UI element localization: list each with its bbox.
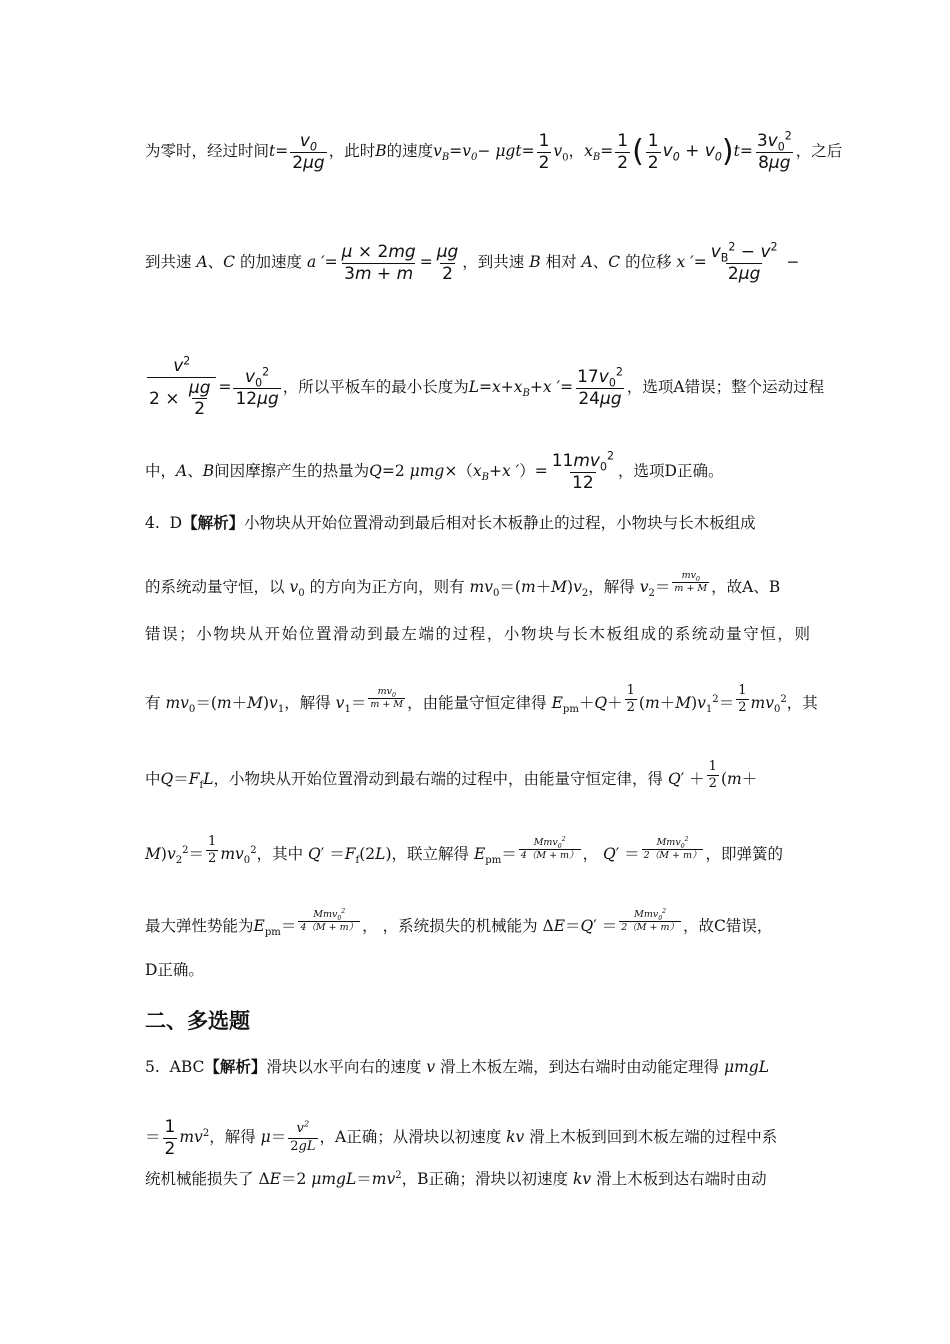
text: ，A正确；从滑块以初速度 xyxy=(319,1128,502,1147)
text: 中， xyxy=(145,462,177,481)
text: 的速度 xyxy=(386,142,434,161)
math: $x_B$ xyxy=(584,142,601,164)
math: x ′ xyxy=(676,253,694,272)
fraction: $\frac{1}{2}$ xyxy=(708,759,717,792)
math: A xyxy=(581,253,593,272)
fraction: $\frac{v^2}{2gL}$ xyxy=(290,1119,316,1154)
q5-line-3: 统机械能损失了 ΔE＝2 $\mu mgL=mv^2$，B正确；滑块以初速度 kv 滑上木板到达右端时由动 xyxy=(145,1169,767,1188)
fraction: $\frac{mv_0}{m + M}$ xyxy=(370,686,404,711)
text: 为零时，经过时间 xyxy=(145,142,270,161)
q4-line-4: 有 $mv_0=(m+M)v_1$，解得 $v_1=$ $\frac{mv_0}{m + M}$ ，由能量守恒定律得 $E_{pm}+Q+$ $\frac{1}{2}$ $(m+M)v_1^2=$ $\frac{1}{2}$ $mv_0^2$，其 xyxy=(145,683,818,716)
p1-line-2: 到共速 A、C 的加速度 a ′= $\frac{\mu \times 2mg}{3m + m}$ = $\frac{\mu g}{2}$ ，到共速 B 相对 A、C 的位移 x ′= $\frac{v_B^2 - v^2}{2\mu g}$ − xyxy=(145,240,800,284)
p1-line-1: 为零时，经过时间t= $\frac{v_0}{2\mu g}$ ，此时B的速度$v_B=v_0- \mu gt=$ $\frac{1}{2}$ $v_0$，$x_B=$ $\frac{1}{2}$ ( $\frac{1}{2}$ $v_0 + v_0)t=$ $\frac{3v_0^2}{8\mu g}$ ，之后 xyxy=(145,129,843,173)
text: ，由能量守恒定律得 xyxy=(407,694,547,712)
fraction: $\frac{\mu \times 2mg}{3m + m}$ xyxy=(341,242,416,284)
q4-line-5: 中$Q=F_fL$，小物块从开始位置滑动到最右端的过程中，由能量守恒定律，得 Q′ ＋ $\frac{1}{2}$ (m＋ xyxy=(145,759,758,792)
text: 错误；小物块从开始位置滑动到最左端的过程，小物块与长木板组成的系统动量守恒，则 xyxy=(145,625,810,643)
text: 的方向为正方向，则有 xyxy=(309,578,465,596)
fraction: $\frac{mv_0}{m + M}$ xyxy=(674,570,708,595)
math: A xyxy=(196,253,208,272)
text: D正确。 xyxy=(145,961,204,979)
math: $L=x+x_B+x$ ′ xyxy=(468,378,561,400)
text: ，即弹簧的 xyxy=(705,845,783,863)
text: 相对 xyxy=(545,253,577,272)
question-number: 5. xyxy=(145,1058,160,1076)
text: 的位移 xyxy=(625,253,672,272)
fraction: $\frac{Mmv_0^2}{2(M + m)}$ xyxy=(643,835,702,862)
text: ，选项D正确。 xyxy=(618,462,724,481)
fraction: $\frac{1}{2}$ xyxy=(738,683,747,716)
text: 滑上木板到回到木板左端的过程中系 xyxy=(529,1128,778,1147)
fraction: $\frac{1}{2}$ xyxy=(538,131,550,173)
math: B xyxy=(375,142,387,161)
math: Q xyxy=(369,462,382,481)
fraction: $\frac{1}{2}$ xyxy=(164,1117,176,1159)
math: B xyxy=(202,462,215,481)
fraction: $\frac{11mv_0^2}{12}$ xyxy=(551,449,615,493)
analysis-tag: 【解析】 xyxy=(182,513,245,532)
fraction: $\frac{\mu g}{2}$ xyxy=(436,242,459,284)
text: 最大弹性势能为 xyxy=(145,917,254,935)
q4-line-2: 的系统动量守恒，以 $v_0$ 的方向为正方向，则有 $mv_0=(m+M)v_2$，解得 $v_2=$ $\frac{mv_0}{m + M}$ ，故A、B xyxy=(145,570,781,600)
fraction: $\frac{1}{2}$ xyxy=(626,683,635,716)
fraction: $\frac{1}{2}$ xyxy=(208,834,217,867)
q5-line-2: ＝ $\frac{1}{2}$ $mv^2$，解得 μ＝ $\frac{v^2}{2gL}$ ，A正确；从滑块以初速度 kv 滑上木板到回到木板左端的过程中系 xyxy=(145,1117,778,1159)
math: $v_0 + v_0$ xyxy=(662,141,722,164)
text: 到共速 xyxy=(145,253,192,272)
q4-line-1 xyxy=(145,513,810,533)
math: B xyxy=(529,253,541,272)
q4-line-3 xyxy=(145,624,810,644)
fraction: $\frac{1}{2}$ xyxy=(647,131,659,173)
text: ，小物块从开始位置滑动到最右端的过程中，由能量守恒定律，得 xyxy=(213,770,664,788)
text: ，其 xyxy=(786,694,818,712)
text: 滑上木板到达右端时由动 xyxy=(596,1170,767,1188)
q4-line-6: $M)v_2^2=$ $\frac{1}{2}$ $mv_0^2$，其中 $Q' =F_f(2L)$，联立解得 $E_{pm}=$ $\frac{Mmv_0^2}{4(M + m)}$ ， Q′ ＝ $\frac{Mmv_0^2}{2(M + m)}$ ，即弹簧的 xyxy=(145,834,783,867)
math: $v_B=v_0- \mu gt$ xyxy=(433,142,522,164)
fraction: $\frac{v_0^2}{12\mu g}$ xyxy=(235,365,279,409)
text: 滑块以水平向右的速度 xyxy=(266,1058,422,1076)
q5-line-1: 5. ABC【解析】滑块以水平向右的速度 v 滑上木板左端，到达右端时由动能定理得 μmgL xyxy=(145,1057,770,1076)
text: ，B正确；滑块以初速度 xyxy=(401,1170,569,1188)
text: ，系统损失的机械能为 xyxy=(382,917,538,935)
fraction: $\frac{v_0}{2\mu g}$ xyxy=(292,131,325,173)
math: ( xyxy=(632,134,644,170)
math: C xyxy=(608,253,621,272)
fraction: $\frac{Mmv_0^2}{4(M + m)}$ xyxy=(520,835,579,862)
fraction: $v^2$ 2 × $\frac{\mu g}{2}$ xyxy=(147,357,216,419)
text: ，联立解得 xyxy=(391,845,470,863)
fraction: $\frac{v_B^2 - v^2}{2\mu g}$ xyxy=(710,240,778,284)
text: 中 xyxy=(145,770,161,788)
text: ，故A、B xyxy=(711,578,781,596)
question-number: 4. xyxy=(145,514,160,532)
text: 的系统动量守恒，以 xyxy=(145,578,285,596)
text: ，选项A错误；整个运动过程 xyxy=(626,378,825,397)
math: t xyxy=(733,142,740,161)
text: 间因摩擦产生的热量为 xyxy=(214,462,370,481)
text: ，解得 xyxy=(588,578,635,596)
text: 的加速度 xyxy=(239,253,302,272)
text: 有 xyxy=(145,694,161,712)
fraction: $\frac{17v_0^2}{24\mu g}$ xyxy=(577,365,623,409)
math: C xyxy=(223,253,236,272)
math: a ′ xyxy=(306,253,325,272)
fraction: $\frac{Mmv_0^2}{4(M + m)}$ xyxy=(300,907,359,934)
text: ，解得 xyxy=(284,694,331,712)
text: ，其中 xyxy=(256,845,304,863)
math: μmg xyxy=(409,462,445,481)
math: A xyxy=(176,462,188,481)
p1-line-4: 中，A、B间因摩擦产生的热量为Q=2 $\mu mg\times(x_B+x$ ′）= $\frac{11mv_0^2}{12}$ ，选项D正确。 xyxy=(145,449,724,493)
math: t xyxy=(269,142,276,161)
fraction: $\frac{Mmv_0^2}{2(M + m)}$ xyxy=(621,907,679,934)
p1-line-3: $v^2$ 2 × $\frac{\mu g}{2}$ = $\frac{v_0^2}{12\mu g}$ ，所以平板车的最小长度为$L=x+x_B+x$ ′= $\frac{17v_0^2}{24\mu g}$ ，选项A错误；整个运动过程 xyxy=(149,354,825,420)
text: ，之后 xyxy=(795,142,843,161)
math: ) xyxy=(721,134,734,170)
text: ，此时 xyxy=(328,142,376,161)
text: ，故C错误， xyxy=(683,917,773,935)
q4-line-8 xyxy=(145,960,810,980)
text: ，解得 xyxy=(209,1128,256,1147)
text: 统机械能损失了 xyxy=(145,1170,254,1188)
math: v xyxy=(553,142,563,161)
q4-line-7: 最大弹性势能为$E_{pm}=$ $\frac{Mmv_0^2}{4(M + m)}$ ， ，系统损失的机械能为 ΔE＝Q′ ＝ $\frac{Mmv_0^2}{2(M + m)}$ ，故C错误， xyxy=(145,907,773,939)
fraction: $\frac{3v_0^2}{8\mu g}$ xyxy=(756,129,792,173)
text: ，到共速 xyxy=(462,253,525,272)
question-answer: D xyxy=(169,514,183,532)
section-heading: 二、多选题 xyxy=(145,1009,250,1033)
text: ，所以平板车的最小长度为 xyxy=(282,378,469,397)
question-answer: ABC xyxy=(169,1058,205,1076)
text: 小物块从开始位置滑动到最后相对长木板静止的过程，小物块与长木板组成 xyxy=(244,514,756,532)
analysis-tag: 【解析】 xyxy=(204,1057,267,1076)
fraction: $\frac{1}{2}$ xyxy=(617,131,629,173)
text: 滑上木板左端，到达右端时由动能定理得 xyxy=(440,1058,720,1076)
